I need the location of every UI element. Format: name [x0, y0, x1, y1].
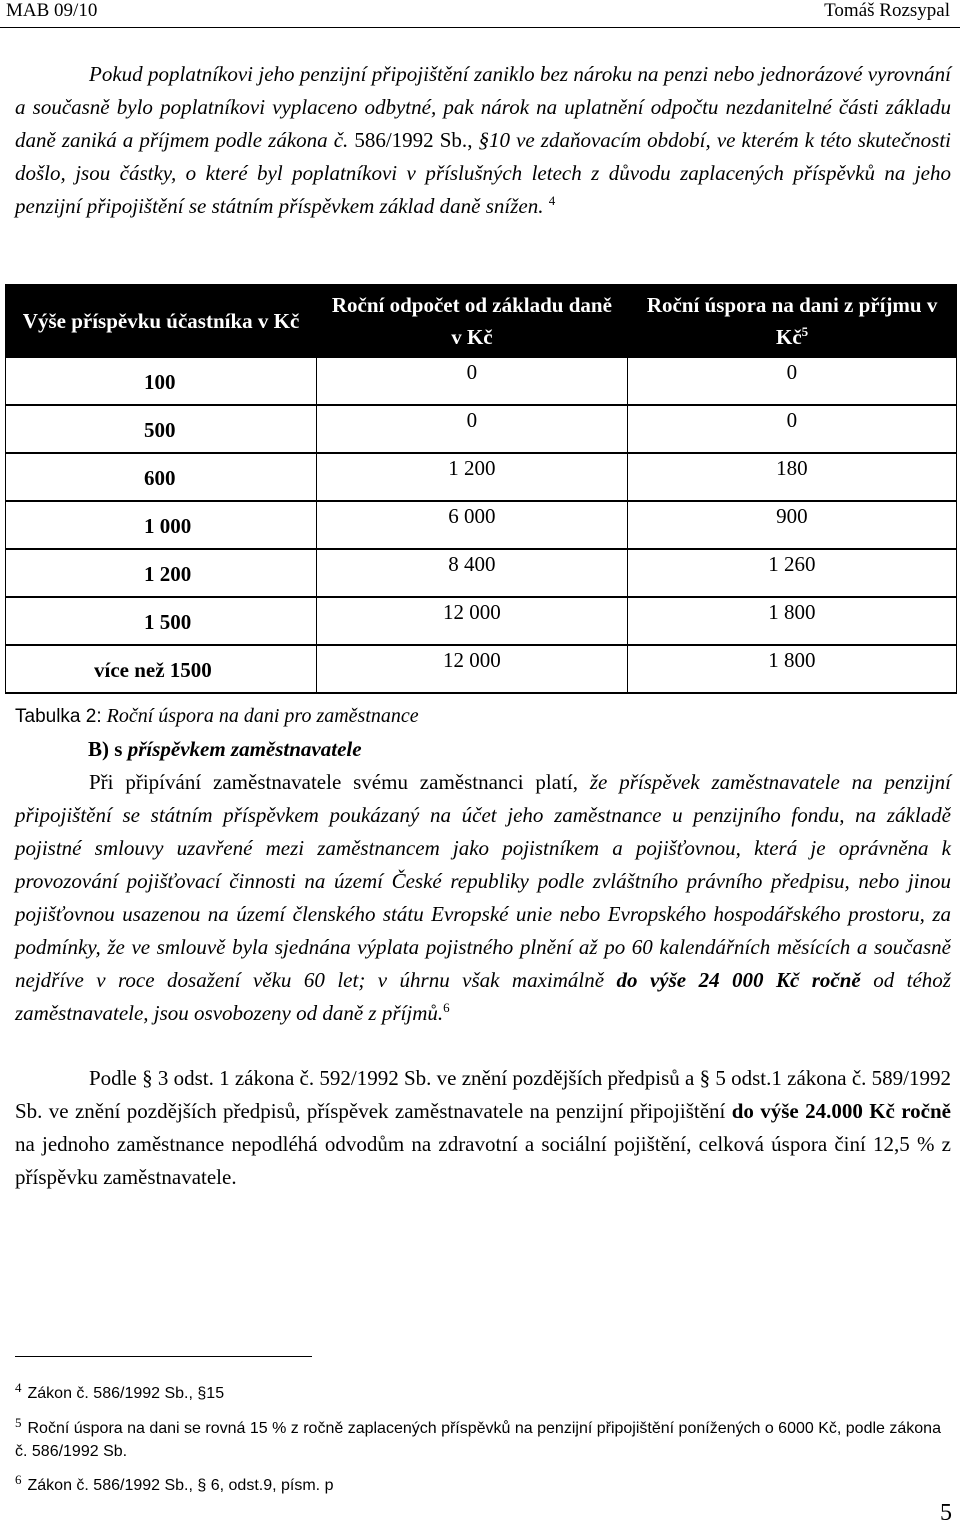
- table-cell: [627, 405, 956, 453]
- table-cell: [317, 549, 628, 597]
- table-cell: [6, 358, 317, 405]
- employer-text-5: od téhož zaměstnavatele, jsou osvobozeny od daně z příjmů.: [15, 968, 951, 1025]
- footnote-ref-4: 4: [548, 193, 556, 208]
- footnote-4-num: 4: [15, 1379, 22, 1395]
- header-left: MAB 09/10: [6, 0, 98, 21]
- section-b-title: příspěvkem zaměstnavatele: [127, 737, 362, 761]
- table-cell-value: více než 1500: [94, 658, 212, 682]
- table-cell: [6, 645, 317, 693]
- law-text-3: na jednoho zaměstnance nepodléhá odvodům na zdravotní a sociální pojištění, celková úspora činí 12,5 % z příspěvku zaměstnavatele.: [15, 1132, 951, 1189]
- employer-text-4: do výše 24 000 Kč ročně: [616, 968, 861, 992]
- table-cell-value: 12 000: [443, 648, 501, 672]
- footnote-4-text: Zákon č. 586/1992 Sb., §15: [27, 1385, 225, 1402]
- table-cell: [6, 405, 317, 453]
- table-cell-value: 600: [144, 466, 176, 490]
- table-cell-value: 100: [144, 370, 176, 394]
- header-right: Tomáš Rozsypal: [824, 0, 950, 21]
- savings-table: [5, 284, 957, 694]
- footnote-6-num: 6: [15, 1471, 22, 1487]
- table-header-savings: [627, 284, 956, 358]
- table-cell-value: 1 200: [144, 562, 192, 586]
- intro-text-d: §10 ve zdaňovacím období, ve kterém k této skutečnosti došlo, jsou částky, o které byl poplatníkovi v příslušných letech z důvodu zaplacených příspěvků na jeho penzijní připojištění se státním příspěvkem základ daně snížen.: [15, 128, 952, 218]
- table-row: [6, 597, 957, 645]
- table-cell-value: 1 000: [144, 514, 192, 538]
- intro-text-b: 586/1992 Sb.: [354, 128, 468, 152]
- footnote-rule: [15, 1356, 312, 1357]
- table-cell-value: 6 000: [448, 504, 496, 528]
- employer-paragraph: [15, 766, 951, 1030]
- law-text-1: Podle § 3 odst. 1 zákona č. 592/1992 Sb. ve znění pozdějších předpisů a § 5 odst.1 zákona č. 589/1992 Sb. ve znění pozdějších předpisů, příspěvek zaměstnavatele na penzijní připojištění: [15, 1066, 952, 1123]
- intro-text-c: ,: [467, 128, 479, 152]
- table-row: [6, 501, 957, 549]
- table-cell: [6, 597, 317, 645]
- footnote-5-num: 5: [15, 1414, 22, 1430]
- table-cell-value: 0: [466, 360, 478, 384]
- table-cell: [627, 501, 956, 549]
- header-rule: [0, 27, 960, 28]
- table-cell-value: 0: [786, 360, 798, 384]
- table-cell: [317, 453, 628, 501]
- table-cell-value: 180: [776, 456, 808, 480]
- table-caption: [15, 701, 419, 732]
- table-cell-value: 1 800: [768, 648, 816, 672]
- table-cell: [317, 501, 628, 549]
- table-cell: [317, 405, 628, 453]
- table-cell-value: 1 200: [448, 456, 496, 480]
- table-row: [6, 645, 957, 693]
- employer-text-2: že příspěvek zaměstnavatele na penzijní připojištění se státním příspěvkem poukázaný na účet jeho zaměstnance u penzijního fondu, na základě pojistné smlouvy uzavřené mezi zaměstnancem jako pojistníkem a pojišťovnou, která je oprávněna k provozování pojišťovací činnosti na území České republiky podle zvláštního právního předpisu, nebo jinou pojišťovnou usazenou na území členského státu Evropské unie nebo Evropského hospodářského: [15, 770, 952, 926]
- intro-text-a: Pokud poplatníkovi jeho penzijní připojištění zaniklo bez nároku na penzi nebo jednorázové vyrovnání a současně bylo poplatníkovi vyplaceno odbytné, pak nárok na uplatnění odpočtu nezdanitelné části základu daně zaniká a příjmem podle zákona č.: [15, 62, 951, 152]
- law-text-2: do výše 24.000 Kč ročně: [731, 1099, 951, 1123]
- table-cell: [6, 549, 317, 597]
- table-cell: [317, 597, 628, 645]
- intro-paragraph: [15, 58, 951, 223]
- table-cell: [317, 358, 628, 405]
- table-cell-value: 900: [776, 504, 808, 528]
- table-cell: [6, 501, 317, 549]
- caption-text: Roční úspora na dani pro zaměstnance: [106, 705, 419, 727]
- footnote-4: [15, 1379, 951, 1405]
- table-cell: [627, 597, 956, 645]
- table-header-savings-text: Roční úspora na dani z příjmu v Kč: [646, 293, 938, 349]
- table-cell-value: 8 400: [448, 552, 496, 576]
- table-cell-value: 1 260: [768, 552, 816, 576]
- table-header-contribution: Výše příspěvku účastníka v Kč: [6, 284, 317, 358]
- footnote-ref-6: 6: [443, 1000, 450, 1015]
- table-cell-value: 1 800: [768, 600, 816, 624]
- footnote-ref-5: 5: [801, 324, 809, 339]
- table-cell-value: 0: [466, 408, 478, 432]
- footnote-5-text: Roční úspora na dani se rovná 15 % z ročně zaplacených příspěvků na penzijní připojištění ponížených o 6000 Kč, podle zákona č. 586/1992 Sb.: [15, 1420, 941, 1460]
- footnote-6-text: Zákon č. 586/1992 Sb., § 6, odst.9, písm. p: [27, 1477, 334, 1494]
- table-cell: [317, 645, 628, 693]
- table-cell: [627, 358, 956, 405]
- table-row: [6, 358, 957, 405]
- section-b-prefix: B) s: [88, 737, 128, 761]
- table-cell-value: 500: [144, 418, 176, 442]
- page-number: 5: [940, 1500, 952, 1526]
- table-cell: [6, 453, 317, 501]
- table-cell: [627, 453, 956, 501]
- footnote-5: [15, 1414, 951, 1463]
- caption-label: Tabulka 2:: [15, 706, 102, 727]
- table-row: [6, 549, 957, 597]
- table-header-row: [6, 284, 957, 358]
- table-row: [6, 453, 957, 501]
- table-cell: [627, 645, 956, 693]
- employer-text-3: prostoru, za podmínky, že ve smlouvě byla sjednána výplata pojistného plnění až po 60 kalendářních měsících a současně nejdříve v roce dosažení věku 60 let; v úhrnu však maximálně: [15, 902, 951, 992]
- table-cell-value: 12 000: [443, 600, 501, 624]
- section-b-heading: [88, 734, 362, 764]
- law-paragraph: [15, 1062, 951, 1194]
- table-cell-value: 0: [786, 408, 798, 432]
- table-header-deduction: Roční odpočet od základu daně v Kč: [317, 284, 628, 358]
- table-cell-value: 1 500: [144, 610, 192, 634]
- table-row: [6, 405, 957, 453]
- table-cell: [627, 549, 956, 597]
- footnote-6: [15, 1471, 951, 1497]
- employer-text-1: Při připívání zaměstnavatele svému zaměstnanci platí,: [89, 770, 590, 794]
